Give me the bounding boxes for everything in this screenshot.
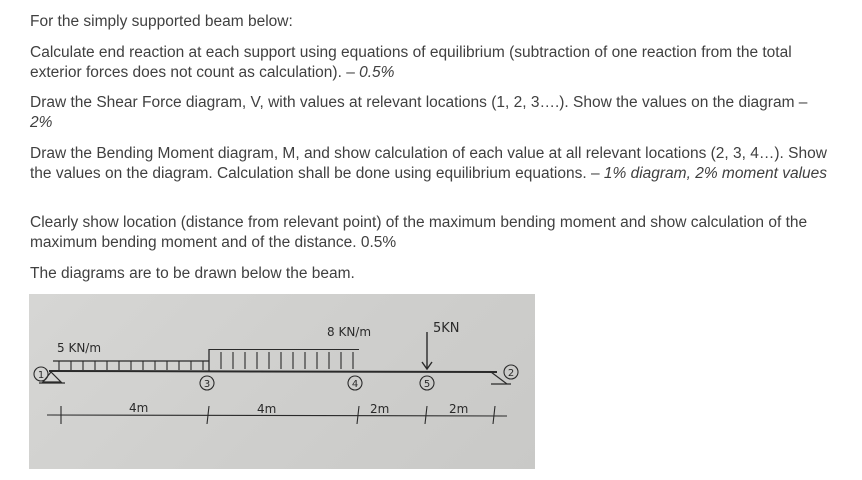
udl-left-arrows [59, 361, 203, 370]
udl-mid-arrows [221, 352, 353, 369]
task-shear-text: Draw the Shear Force diagram, V, with values at relevant locations (1, 2, 3….). Show the values on the diagram [30, 94, 795, 111]
span-label-3: 2m [370, 402, 390, 416]
task-moment [30, 144, 830, 184]
intro-text: For the simply supported beam below: [30, 13, 293, 30]
pin-support-left [43, 372, 61, 382]
point-label-5: 5 [423, 379, 431, 390]
task-reactions-marks: 0.5% [359, 64, 395, 81]
point-label-1: 1 [37, 370, 45, 381]
dimension-line [47, 415, 507, 416]
span-label-1: 4m [129, 401, 149, 415]
load-label-left: 5 KN/m [57, 341, 102, 355]
task-max-moment: Clearly show location (distance from relevant point) of the maximum bending moment and show calculation of the maximum bending moment and of the distance. 0.5% [30, 214, 808, 251]
task-shear [30, 93, 830, 133]
udl-mid-top [209, 349, 359, 350]
point-label-4: 4 [351, 379, 359, 390]
beam-sketch-svg [29, 294, 535, 469]
task-reactions-text: Calculate end reaction at each support using equations of equilibrium (subtraction of one reaction from the total exterior forces does not count as calculation). [30, 44, 792, 81]
task-moment-sep: – [586, 165, 604, 182]
task-shear-marks: 2% [30, 114, 53, 131]
load-label-mid: 8 KN/m [327, 325, 372, 339]
point-load-label: 5KN [433, 321, 460, 336]
beam-sketch [29, 294, 535, 469]
span-label-4: 2m [449, 402, 469, 416]
task-moment-text: Draw the Bending Moment diagram, M, and show calculation of each value at all relevant locations (2, 3, 4…). Show the values on the diagram. Calculation shall be done using equilibrium equations. [30, 145, 827, 182]
task-moment-marks: 1% diagram, 2% moment values [603, 165, 828, 182]
task-reactions-sep: – [341, 64, 360, 81]
task-diagram-note: The diagrams are to be drawn below the beam. [30, 265, 355, 282]
span-label-2: 4m [257, 402, 277, 416]
point-label-3: 3 [203, 379, 211, 390]
beam-line [49, 371, 497, 372]
task-shear-sep: – [794, 94, 808, 111]
task-reactions [30, 43, 830, 83]
point-label-2: 2 [507, 368, 515, 379]
